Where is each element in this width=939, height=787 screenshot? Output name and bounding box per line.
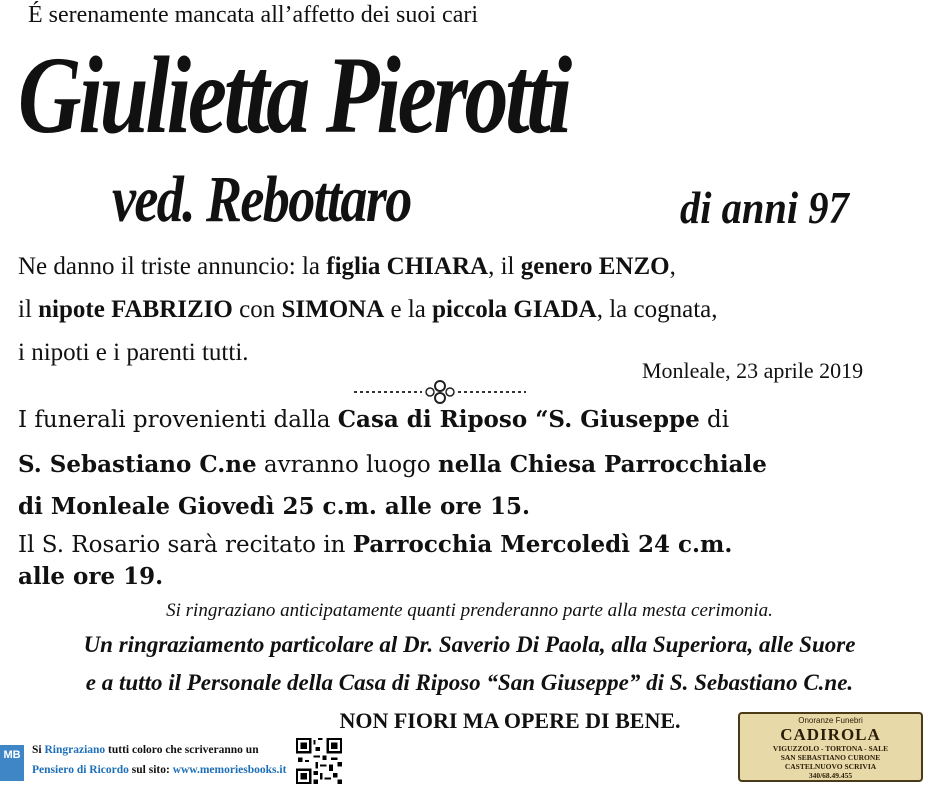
funeral-line-4: Il S. Rosario sarà recitato in Parrocchia Mercoledì 24 c.m. bbox=[18, 531, 733, 558]
funeral-home-towns-3: CASTELNUOVO SCRIVIA bbox=[784, 762, 877, 771]
funeral-line-2: S. Sebastiano C.ne avranno luogo nella Chiesa Parrocchiale bbox=[18, 451, 767, 478]
funeral-line-1: I funerali provenienti dalla Casa di Riposo “S. Giuseppe di bbox=[18, 406, 730, 433]
thanks-particular-2: e a tutto il Personale della Casa di Riposo “San Giuseppe” di S. Sebastiano C.ne. bbox=[85, 670, 854, 695]
announcement-line-1: Ne danno il triste annuncio: la figlia CHIARA, il genero ENZO, bbox=[18, 253, 676, 280]
no-flowers-notice: NON FIORI MA OPERE DI BENE. bbox=[339, 708, 681, 733]
funeral-home-towns-1: VIGUZZOLO - TORTONA - SALE bbox=[772, 744, 889, 753]
funeral-home-towns-2: SAN SEBASTIANO CURONE bbox=[780, 753, 881, 762]
thanks-particular-1: Un ringraziamento particolare al Dr. Saverio Di Paola, alla Superiora, alle Suore bbox=[83, 632, 856, 657]
funeral-line-3: di Monleale Giovedì 25 c.m. alle ore 15. bbox=[18, 493, 531, 520]
qr-code[interactable] bbox=[296, 738, 342, 784]
memories-site-link[interactable]: www.memoriesbooks.it bbox=[172, 764, 287, 776]
deceased-name: Giulietta Pierotti bbox=[18, 34, 570, 156]
memories-line-1: Si Ringraziano tutti coloro che scriveranno un bbox=[32, 744, 259, 756]
memories-line-2: Pensiero di Ricordo sul sito: www.memoriesbooks.it bbox=[32, 764, 287, 776]
thanks-general: Si ringraziano anticipatamente quanti prenderanno parte alla mesta cerimonia. bbox=[166, 600, 773, 621]
intro-line: É serenamente mancata all’affetto dei suoi cari bbox=[28, 2, 478, 28]
ornament-divider bbox=[350, 378, 530, 406]
announcement-line-3: i nipoti e i parenti tutti. bbox=[18, 339, 249, 366]
funeral-home-phone: 340/68.49.455 bbox=[808, 771, 853, 780]
funeral-home-label: Onoranze Funebri bbox=[798, 716, 863, 725]
memoriesbooks-logo: MB bbox=[0, 745, 24, 781]
funeral-home-logo bbox=[738, 712, 923, 782]
funeral-home-name: CADIROLA bbox=[780, 725, 881, 744]
place-date: Monleale, 23 aprile 2019 bbox=[642, 358, 864, 383]
announcement-line-2: il nipote FABRIZIO con SIMONA e la piccola GIADA, la cognata, bbox=[18, 296, 718, 323]
widow-of: ved. Rebottaro bbox=[112, 163, 411, 236]
deceased-age: di anni 97 bbox=[680, 182, 849, 233]
funeral-line-5: alle ore 19. bbox=[18, 563, 164, 590]
